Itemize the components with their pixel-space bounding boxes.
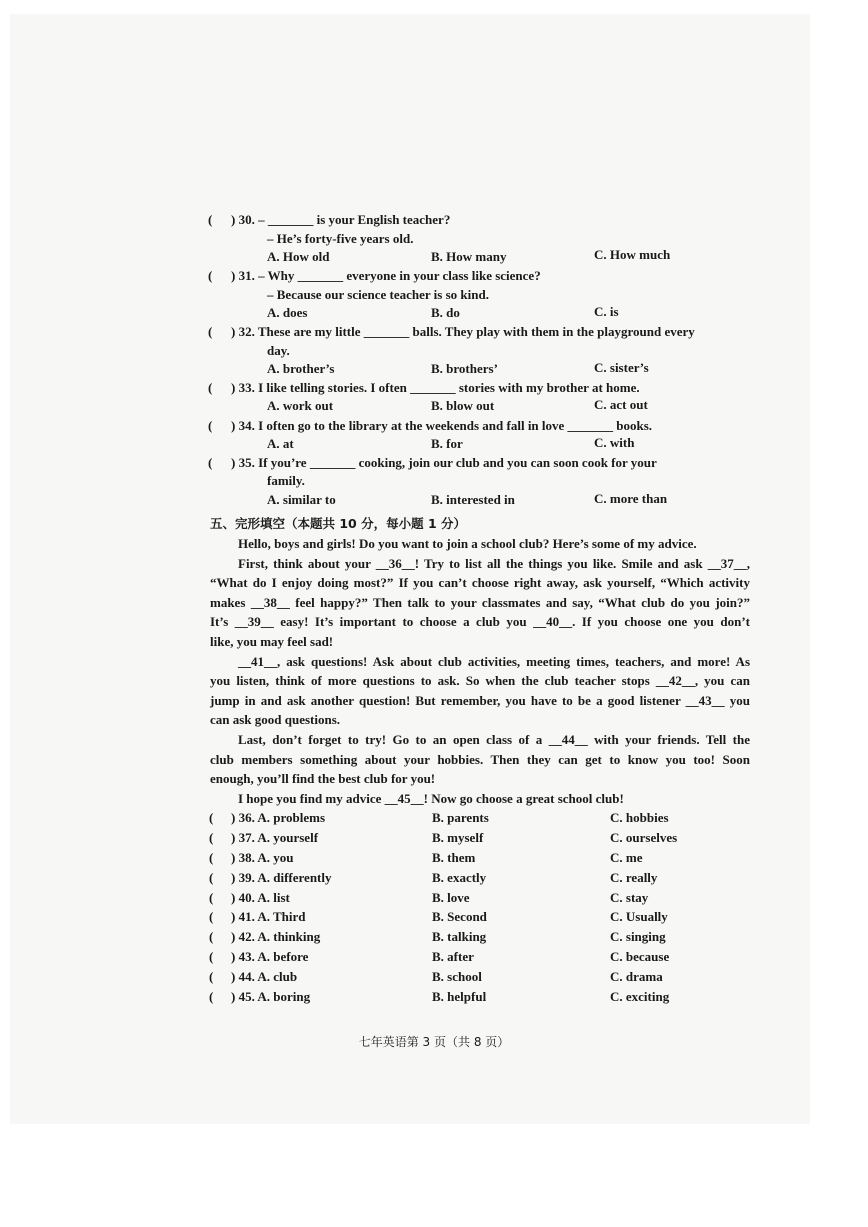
question-32-continued: day. [267, 343, 290, 358]
answer-paren[interactable]: ( [208, 418, 213, 433]
cloze-37-option-c: C. ourselves [610, 830, 678, 845]
cloze-41-option-b: B. Second [432, 909, 487, 924]
cloze-44-option-a: ) 44. A. club [231, 969, 298, 984]
answer-paren[interactable]: ( [209, 969, 214, 984]
cloze-42-option-b: B. talking [432, 929, 487, 944]
answer-paren[interactable]: ( [208, 380, 213, 395]
option-c: C. is [594, 304, 619, 319]
question-34: ) 34. I often go to the library at the weekends and fall in love _______ books. [231, 418, 653, 433]
option-a: A. work out [267, 398, 334, 413]
cloze-38-option-b: B. them [432, 850, 476, 865]
answer-paren[interactable]: ( [209, 909, 214, 924]
passage-line: “What do I enjoy doing most?” If you can’t choose right away, ask yourself, “Which activity [210, 575, 750, 591]
cloze-43-option-a: ) 43. A. before [231, 949, 309, 964]
page-footer: 七年英语第 3 页（共 8 页） [358, 1035, 510, 1049]
answer-paren[interactable]: ( [209, 929, 214, 944]
question-31: ) 31. – Why _______ everyone in your class like science? [231, 268, 541, 283]
answer-paren[interactable]: ( [208, 212, 213, 227]
option-a: A. brother’s [267, 361, 335, 376]
cloze-40-option-a: ) 40. A. list [231, 890, 290, 905]
cloze-45-option-a: ) 45. A. boring [231, 989, 311, 1004]
cloze-39-option-c: C. really [610, 870, 658, 885]
cloze-42-option-c: C. singing [610, 929, 666, 944]
passage-line: First, think about your __36__! Try to list all the things you like. Smile and ask __37__, [238, 555, 750, 571]
cloze-45-option-c: C. exciting [610, 989, 670, 1004]
cloze-36-option-c: C. hobbies [610, 810, 669, 825]
option-c: C. more than [594, 491, 668, 506]
question-35-continued: family. [267, 473, 305, 488]
answer-paren[interactable]: ( [209, 989, 214, 1004]
cloze-41-option-c: C. Usually [610, 909, 668, 924]
option-b: B. do [431, 305, 460, 320]
answer-paren[interactable]: ( [209, 949, 214, 964]
answer-paren[interactable]: ( [209, 810, 214, 825]
option-c: C. act out [594, 397, 648, 412]
option-b: B. for [431, 436, 463, 451]
question-30: ) 30. – _______ is your English teacher? [231, 212, 451, 227]
answer-paren[interactable]: ( [209, 830, 214, 845]
cloze-38-option-c: C. me [610, 850, 643, 865]
passage-line: you listen, think of more questions to ask. So when the club teacher stops __42__, you can [210, 673, 750, 689]
answer-paren[interactable]: ( [208, 268, 213, 283]
passage-line: jump in and ask another question! But remember, you have to be a good listener __43__ you [210, 692, 750, 708]
cloze-40-option-b: B. love [432, 890, 470, 905]
cloze-37-option-a: ) 37. A. yourself [231, 830, 319, 845]
answer-paren[interactable]: ( [209, 850, 214, 865]
option-a: A. at [267, 436, 294, 451]
passage-line: enough, you’ll find the best club for you! [210, 771, 436, 787]
answer-paren[interactable]: ( [208, 324, 213, 339]
option-b: B. How many [431, 249, 507, 264]
cloze-39-option-b: B. exactly [432, 870, 487, 885]
passage-line: I hope you find my advice __45__! Now go choose a great school club! [238, 790, 624, 806]
cloze-36-option-a: ) 36. A. problems [231, 810, 326, 825]
section-5-title: 五、完形填空（本题共 10 分，每小题 1 分） [210, 516, 467, 531]
cloze-41-option-a: ) 41. A. Third [231, 909, 306, 924]
passage-line: It’s __39__ easy! It’s important to choose a club you __40__. If you choose one you don’t [210, 614, 750, 630]
passage-line: __41__, ask questions! Ask about club activities, meeting times, teachers, and more! As [238, 653, 750, 669]
cloze-36-option-b: B. parents [432, 810, 489, 825]
cloze-39-option-a: ) 39. A. differently [231, 870, 332, 885]
question-32: ) 32. These are my little _______ balls. They play with them in the playground every [231, 324, 695, 339]
passage-line: can ask good questions. [210, 712, 341, 728]
passage-line: like, you may feel sad! [210, 633, 334, 649]
cloze-passage [210, 534, 750, 808]
passage-line: makes __38__ feel happy?” Then talk to your classmates and say, “What club do you join?” [210, 594, 750, 610]
option-b: B. interested in [431, 492, 515, 507]
cloze-40-option-c: C. stay [610, 890, 649, 905]
cloze-38-option-a: ) 38. A. you [231, 850, 294, 865]
answer-paren[interactable]: ( [209, 870, 214, 885]
question-30-reply: – He’s forty-five years old. [267, 231, 414, 246]
option-a: A. does [267, 305, 308, 320]
cloze-44-option-b: B. school [432, 969, 482, 984]
passage-line: Hello, boys and girls! Do you want to join a school club? Here’s some of my advice. [238, 536, 697, 551]
option-c: C. How much [594, 247, 671, 262]
option-b: B. brothers’ [431, 361, 498, 376]
option-a: A. similar to [267, 492, 336, 507]
question-31-reply: – Because our science teacher is so kind. [267, 287, 489, 302]
option-a: A. How old [267, 249, 330, 264]
cloze-37-option-b: B. myself [432, 830, 484, 845]
cloze-42-option-a: ) 42. A. thinking [231, 929, 321, 944]
passage-line: Last, don’t forget to try! Go to an open class of a __44__ with your friends. Tell the [238, 731, 750, 747]
option-c: C. with [594, 435, 635, 450]
answer-paren[interactable]: ( [208, 455, 213, 470]
option-c: C. sister’s [594, 360, 649, 375]
cloze-45-option-b: B. helpful [432, 989, 487, 1004]
question-35: ) 35. If you’re _______ cooking, join our club and you can soon cook for your [231, 455, 657, 470]
question-33: ) 33. I like telling stories. I often _______ stories with my brother at home. [231, 380, 640, 395]
cloze-43-option-b: B. after [432, 949, 474, 964]
cloze-44-option-c: C. drama [610, 969, 663, 984]
passage-line: club members something about your hobbies. Then they can get to know you too! Soon [210, 751, 750, 767]
option-b: B. blow out [431, 398, 495, 413]
cloze-43-option-c: C. because [610, 949, 670, 964]
answer-paren[interactable]: ( [209, 890, 214, 905]
